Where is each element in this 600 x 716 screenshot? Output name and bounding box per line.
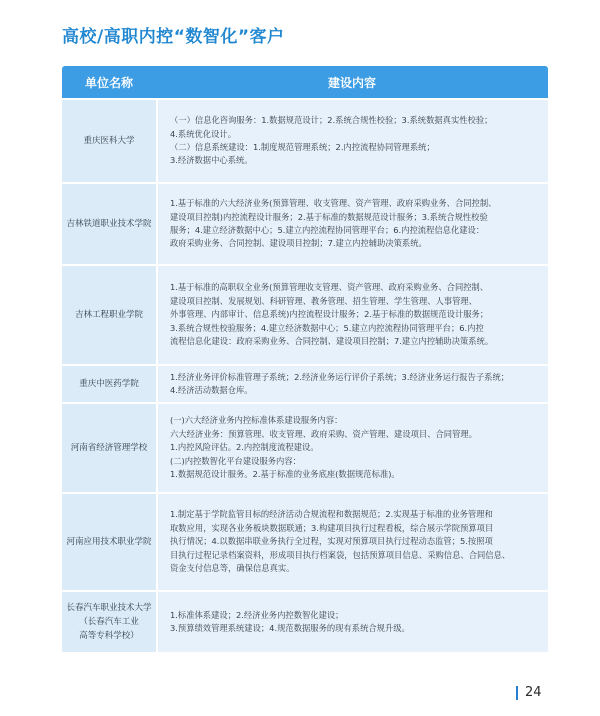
- content-line: 建设项目控制、发展规划、科研管理、教务管理、招生管理、学生管理、人事管理、: [170, 295, 477, 306]
- content-cell: [158, 366, 548, 402]
- header-unit-name: 单位名称: [84, 75, 133, 90]
- table-row: [62, 184, 548, 264]
- unit-name-line: 重庆中医药学院: [79, 379, 139, 389]
- content-line: 1.制定基于学院监管目标的经济活动合规流程和数据规范；2.实现基于标准的业务管理和: [170, 509, 493, 520]
- content-line: 3.预算绩效管理系统建设；4.规范数据服务的现有系统合规升级。: [170, 623, 410, 633]
- content-line: 4.经济活动数据仓库。: [170, 385, 253, 395]
- content-line: 1.标准体系建设；2.经济业务内控数智化建设；: [170, 609, 344, 620]
- content-line: 1.经济业务评价标准管理子系统；2.经济业务运行评价子系统；3.经济业务运行报告子系统；: [170, 371, 510, 382]
- unit-name-cell: [62, 404, 156, 492]
- content-line: 4.系统优化设计。: [170, 128, 236, 139]
- content-line: 建设项目控制)内控流程设计服务；2.基于标准的数据规范设计服务；3.系统合规性校验: [170, 211, 488, 222]
- unit-name-cell: [62, 100, 156, 182]
- unit-name-line: 河南省经济管理学校: [70, 443, 148, 453]
- unit-name-cell: [62, 494, 156, 590]
- content-line: 1.基于标准的高职収全业务(预算管理收支管理、资产管理、政府采购业务、合同控制、: [170, 282, 489, 293]
- customer-table: [62, 66, 548, 652]
- unit-name-line: 吉林铁道职业技术学院: [66, 219, 152, 229]
- unit-name-cell: [62, 184, 156, 264]
- unit-name-cell: [62, 366, 156, 402]
- content-cell: [158, 592, 548, 652]
- content-cell: [158, 184, 548, 264]
- content-line: 1.数据规范设计服务。2.基于标准的业务底座(数据规范标准)。: [170, 469, 400, 480]
- content-line: 取数应用，实现各业务板块数据联通；3.构建项目执行过程看板，综合展示学院预算项目: [170, 522, 494, 533]
- table-row: [62, 100, 548, 182]
- content-line: 3.系统合规性校验服务；4.建立经济数据中心；5.建立内控流程协同管理平台；6.内控: [170, 322, 484, 333]
- unit-name-line: 河南应用技术职业学院: [66, 537, 152, 547]
- content-line: 政府采购业务、合同控制、建设项目控制；7.建立内控辅助决策系统。: [170, 238, 427, 249]
- content-line: （二）信息系统建设：1.制度规范管理系统；2.内控流程协同管理系统；: [170, 142, 435, 152]
- content-line: 六大经济业务：预算管理、收支管理、政府采购、资产管理、建设项目、合同管理。: [170, 428, 477, 439]
- unit-name-line: 重庆医科大学: [83, 136, 135, 146]
- content-line: 外事管理、内部审计、信息系统)内控流程设计服务；2.基于标准的数据规范设计服务；: [170, 309, 489, 320]
- content-line: 3.经济数据中心系统。: [170, 155, 253, 166]
- content-line: 1.内控风险评估。2.内控制度流程建设。: [170, 442, 319, 453]
- content-line: 执行情况；4.以数据串联业务执行全过程，实现对预算项目执行过程动态监管；5.按照项: [170, 536, 493, 547]
- content-line: 目执行过程记录档案资料，形成项目执行档案袋，包括预算项目信息、采购信息、合同信息、: [170, 549, 511, 560]
- page-number: 24: [516, 686, 542, 700]
- table-header: [62, 66, 548, 98]
- table-row: [62, 404, 548, 492]
- table-row: [62, 592, 548, 652]
- content-cell: [158, 494, 548, 590]
- unit-name-line: （长春汽车工业: [79, 617, 139, 627]
- content-line: (二)内控数智化平台建设服务内容：: [170, 455, 301, 466]
- content-line: 资金支付信息等，确保信息真实。: [170, 563, 295, 574]
- unit-name-line: 长春汽车职业技术大学: [66, 603, 152, 613]
- table-row: [62, 366, 548, 402]
- content-cell: [158, 100, 548, 182]
- table-row: [62, 266, 548, 364]
- header-content: 建设内容: [327, 75, 376, 90]
- unit-name-cell: [62, 592, 156, 652]
- unit-name-line: 高等专科学校）: [79, 631, 139, 641]
- content-cell: [158, 266, 548, 364]
- content-line: (一)六大经济业务内控标准体系建设服务内容：: [170, 415, 343, 426]
- unit-name-cell: [62, 266, 156, 364]
- content-line: 流程信息化建设：政府采购业务、合同控制、建设项目控制；7.建立内控辅助决策系统。: [170, 336, 494, 347]
- table-row: [62, 494, 548, 590]
- content-line: 1.基于标准的六大经济业务(预算管理、收支管理、资产管理、政府采购业务、合同控制、: [170, 198, 497, 209]
- content-line: （一）信息化咨询服务：1.数据规范设计；2.系统合规性校验；3.系统数据真实性校验；: [170, 115, 493, 126]
- unit-name-line: 吉林工程职业学院: [74, 310, 143, 320]
- content-cell: [158, 404, 548, 492]
- content-line: 服务；4.建立经济数据中心；5.建立内控流程协同管理平台；6.内控流程信息化建设：: [170, 225, 485, 235]
- page-title: 高校/高职内控“数智化”客户: [62, 27, 285, 47]
